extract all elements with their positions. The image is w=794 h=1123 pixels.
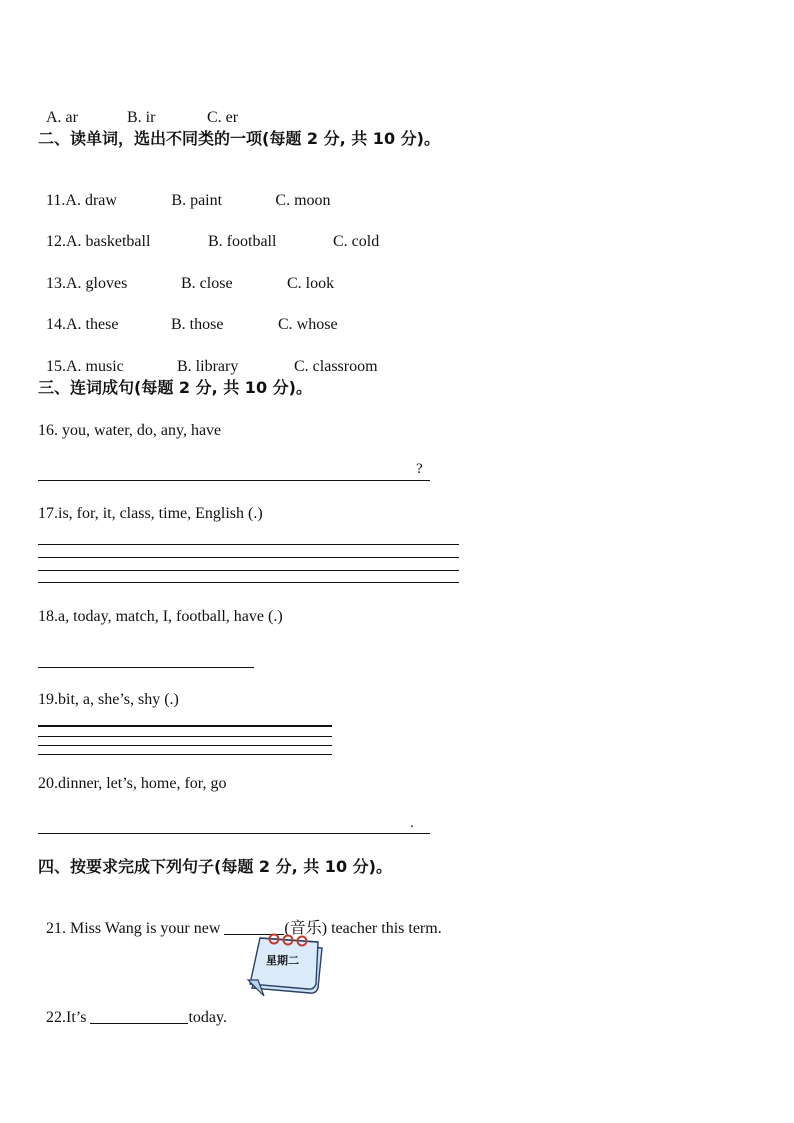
question-11 <box>38 171 331 211</box>
question-number: 11. <box>46 192 66 209</box>
question-16: 16. you, water, do, any, have <box>38 422 222 439</box>
answer-line-16[interactable] <box>38 480 430 481</box>
question-text-before: 21. Miss Wang is your new <box>46 920 225 937</box>
writing-line <box>38 754 332 755</box>
question-text-after: today. <box>188 1009 227 1026</box>
q10-option-b: B. ir <box>127 109 156 126</box>
writing-line <box>38 557 459 558</box>
option-a: A. gloves <box>66 275 128 292</box>
option-b: B. close <box>181 275 233 292</box>
question-mark: ? <box>416 461 423 477</box>
option-c: C. moon <box>275 192 331 209</box>
option-c: C. cold <box>333 233 380 250</box>
question-13 <box>38 254 334 294</box>
period-mark: . <box>410 815 414 831</box>
calendar-label: 星期二 <box>266 954 299 967</box>
option-a: A. these <box>66 316 119 333</box>
question-12 <box>38 212 379 252</box>
answer-blank-22[interactable] <box>90 1007 188 1024</box>
question-text-before: 22.It’s <box>46 1009 91 1026</box>
section-2-title: 二、读单词，选出不同类的一项(每题 2 分, 共 10 分)。 <box>38 129 440 148</box>
option-c: C. whose <box>278 316 338 333</box>
option-b: B. paint <box>171 192 223 209</box>
question-14 <box>38 295 338 335</box>
question-text-after: (音乐) teacher this term. <box>284 920 442 937</box>
option-b: B. library <box>177 358 239 375</box>
calendar-icon <box>244 930 324 1002</box>
writing-line <box>38 544 459 545</box>
writing-line <box>38 745 332 746</box>
option-a: A. basketball <box>66 233 151 250</box>
section-3-title: 三、连词成句(每题 2 分, 共 10 分)。 <box>38 378 312 397</box>
option-b: B. football <box>208 233 277 250</box>
option-b: B. those <box>171 316 224 333</box>
question-22 <box>38 987 227 1028</box>
question-number: 15. <box>46 358 66 375</box>
question-number: 13. <box>46 275 66 292</box>
question-20: 20.dinner, let’s, home, for, go <box>38 775 227 792</box>
answer-line-20[interactable] <box>38 833 430 834</box>
option-c: C. look <box>287 275 335 292</box>
q10-options <box>38 88 238 128</box>
q10-option-a: A. ar <box>46 109 78 126</box>
option-a: A. draw <box>65 192 117 209</box>
option-a: A. music <box>66 358 124 375</box>
writing-line <box>38 725 332 727</box>
answer-line-18[interactable] <box>38 667 254 668</box>
section-4-title: 四、按要求完成下列句子(每题 2 分, 共 10 分)。 <box>38 857 392 876</box>
question-18: 18.a, today, match, I, football, have (.) <box>38 608 283 625</box>
writing-line <box>38 736 332 737</box>
writing-line <box>38 570 459 571</box>
question-19: 19.bit, a, she’s, shy (.) <box>38 691 179 708</box>
question-number: 14. <box>46 316 66 333</box>
question-15 <box>38 337 378 377</box>
q10-option-c: C. er <box>207 109 239 126</box>
question-17: 17.is, for, it, class, time, English (.) <box>38 505 263 522</box>
option-c: C. classroom <box>294 358 378 375</box>
question-21 <box>38 898 442 939</box>
writing-line <box>38 582 459 583</box>
question-number: 12. <box>46 233 66 250</box>
